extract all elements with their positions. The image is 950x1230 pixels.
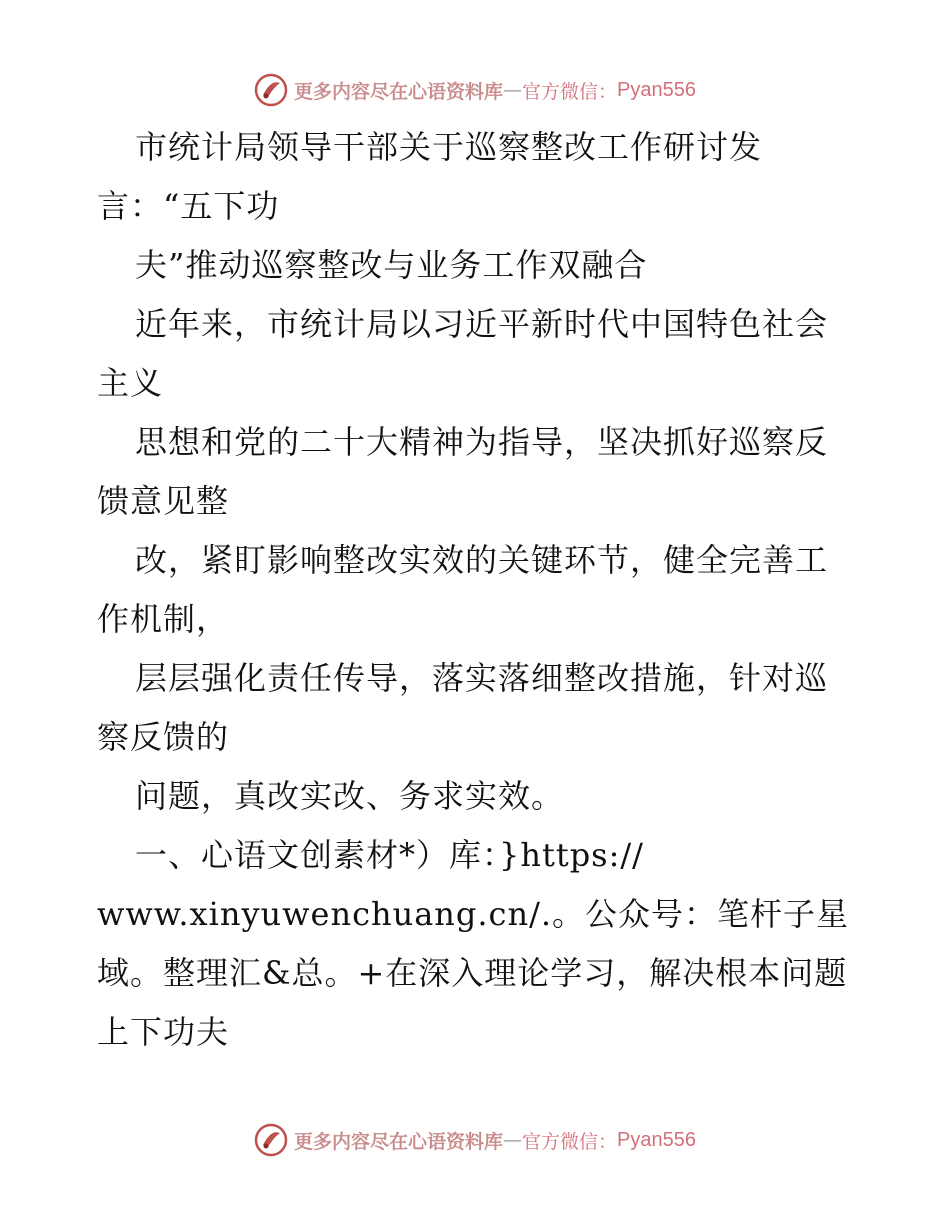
banner-separator: — bbox=[503, 79, 523, 101]
banner-wechat-label: 官方微信： bbox=[522, 1130, 618, 1153]
document-body bbox=[97, 118, 857, 1062]
paragraph-line: 作机制， bbox=[97, 600, 230, 638]
title-line-3: 夫”推动巡察整改与业务工作双融合 bbox=[135, 246, 648, 284]
section-heading-line: 一、心语文创素材*）库：}https:// bbox=[135, 836, 644, 874]
paragraph-line: 察反馈的 bbox=[97, 718, 230, 756]
paragraph-line: 馈意见整 bbox=[97, 482, 230, 520]
banner-wechat-handle: Pyan556 bbox=[617, 78, 696, 101]
banner-text: 更多内容尽在心语资料库 bbox=[294, 80, 504, 103]
section-heading-line: www.xinyuwenchuang.cn/.。公众号：笔杆子星 bbox=[97, 895, 850, 933]
brand-logo-icon bbox=[254, 73, 288, 107]
paragraph-line: 思想和党的二十大精神为指导，坚决抓好巡察反 bbox=[135, 423, 829, 461]
section-heading-line: 上下功夫 bbox=[97, 1013, 230, 1051]
header-watermark-banner bbox=[0, 70, 950, 110]
paragraph-line: 层层强化责任传导，落实落细整改措施，针对巡 bbox=[135, 659, 829, 697]
banner-separator: — bbox=[503, 1129, 523, 1151]
paragraph-line: 改，紧盯影响整改实效的关键环节，健全完善工 bbox=[135, 541, 829, 579]
section-heading-line: 域。整理汇&总。+在深入理论学习，解决根本问题 bbox=[97, 954, 848, 992]
banner-wechat-handle: Pyan556 bbox=[617, 1128, 696, 1151]
footer-watermark-banner bbox=[0, 1120, 950, 1160]
banner-wechat-label: 官方微信： bbox=[522, 80, 618, 103]
paragraph-line: 近年来，市统计局以习近平新时代中国特色社会 bbox=[135, 305, 829, 343]
title-line-2: 言：“五下功 bbox=[97, 187, 280, 225]
paragraph-line: 问题，真改实改、务求实效。 bbox=[135, 777, 565, 815]
title-line-1: 市统计局领导干部关于巡察整改工作研讨发 bbox=[135, 128, 763, 166]
brand-logo-icon bbox=[254, 1123, 288, 1157]
banner-text: 更多内容尽在心语资料库 bbox=[294, 1130, 504, 1153]
paragraph-line: 主义 bbox=[97, 364, 164, 402]
